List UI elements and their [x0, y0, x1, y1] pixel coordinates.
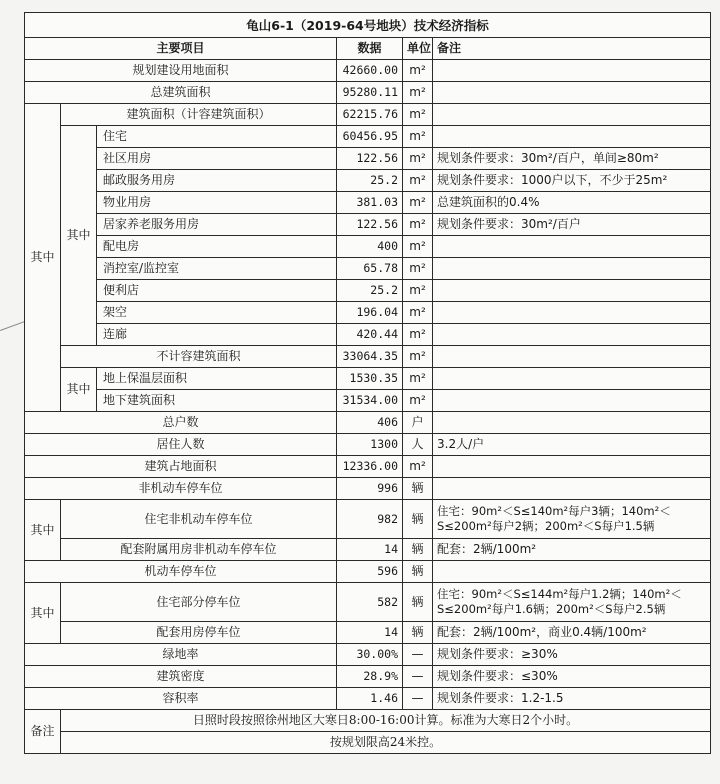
row-value: 982: [337, 500, 403, 539]
row-note: 规划条件要求：≤30%: [433, 666, 711, 688]
row-value: 14: [337, 622, 403, 644]
group-label-area: 其中: [25, 104, 61, 412]
row-item: 地下建筑面积: [97, 390, 337, 412]
table-row: [25, 412, 711, 434]
group-label-parking: 其中: [25, 583, 61, 644]
table-row: [25, 214, 711, 236]
row-value: 122.56: [337, 214, 403, 236]
row-item: 规划建设用地面积: [25, 60, 337, 82]
row-value: 596: [337, 561, 403, 583]
row-note: 3.2人/户: [433, 434, 711, 456]
row-item: 住宅: [97, 126, 337, 148]
row-note: 住宅：90m²＜S≤144m²每户1.2辆；140m²＜S≤200m²每户1.6辆；200m²＜S每户2.5辆: [433, 583, 711, 622]
table-row: [25, 434, 711, 456]
row-note: 住宅：90m²＜S≤140m²每户3辆；140m²＜S≤200m²每户2辆；200m²＜S每户1.5辆: [433, 500, 711, 539]
row-value: 1.46: [337, 688, 403, 710]
table-row: [25, 456, 711, 478]
row-unit: m²: [403, 236, 433, 258]
row-item: 总户数: [25, 412, 337, 434]
row-unit: m²: [403, 82, 433, 104]
row-value: 65.78: [337, 258, 403, 280]
row-item: 配套附属用房非机动车停车位: [61, 539, 337, 561]
row-unit: m²: [403, 346, 433, 368]
row-item: 连廊: [97, 324, 337, 346]
table-row: [25, 622, 711, 644]
row-unit: m²: [403, 170, 433, 192]
row-unit: 辆: [403, 561, 433, 583]
row-note: [433, 280, 711, 302]
remarks-label: 备注: [25, 710, 61, 754]
row-note: [433, 346, 711, 368]
row-value: 12336.00: [337, 456, 403, 478]
row-value: 582: [337, 583, 403, 622]
table-row: [25, 368, 711, 390]
row-note: [433, 258, 711, 280]
row-value: 381.03: [337, 192, 403, 214]
row-item: 机动车停车位: [25, 561, 337, 583]
row-item: 建筑面积（计容建筑面积）: [61, 104, 337, 126]
row-item: 物业用房: [97, 192, 337, 214]
row-item: 架空: [97, 302, 337, 324]
row-note: [433, 60, 711, 82]
table-row: [25, 170, 711, 192]
row-unit: 辆: [403, 500, 433, 539]
row-value: 95280.11: [337, 82, 403, 104]
group-label-uncounted: 其中: [61, 368, 97, 412]
table-title: 龟山6-1（2019-64号地块）技术经济指标: [25, 13, 711, 38]
row-item: 消控室/监控室: [97, 258, 337, 280]
row-item: 社区用房: [97, 148, 337, 170]
row-item: 配电房: [97, 236, 337, 258]
table-row: [25, 478, 711, 500]
row-item: 住宅部分停车位: [61, 583, 337, 622]
row-value: 25.2: [337, 170, 403, 192]
row-item: 便利店: [97, 280, 337, 302]
table-row: [25, 561, 711, 583]
row-note: 规划条件要求：1000户以下，不少于25m²: [433, 170, 711, 192]
row-note: 规划条件要求：≥30%: [433, 644, 711, 666]
row-unit: m²: [403, 302, 433, 324]
table-row: [25, 82, 711, 104]
row-value: 62215.76: [337, 104, 403, 126]
header-row: [25, 38, 711, 60]
row-unit: m²: [403, 126, 433, 148]
header-item: 主要项目: [25, 38, 337, 60]
row-note: [433, 236, 711, 258]
row-unit: m²: [403, 368, 433, 390]
table-row: [25, 644, 711, 666]
row-value: 406: [337, 412, 403, 434]
row-note: [433, 478, 711, 500]
row-unit: 辆: [403, 583, 433, 622]
row-unit: 人: [403, 434, 433, 456]
row-note: [433, 412, 711, 434]
row-unit: m²: [403, 456, 433, 478]
row-note: 规划条件要求：30m²/百户: [433, 214, 711, 236]
row-unit: 户: [403, 412, 433, 434]
row-unit: —: [403, 644, 433, 666]
row-value: 30.00%: [337, 644, 403, 666]
table-row: [25, 324, 711, 346]
row-item: 建筑密度: [25, 666, 337, 688]
row-note: [433, 561, 711, 583]
table-row: [25, 390, 711, 412]
row-value: 33064.35: [337, 346, 403, 368]
table-row: [25, 192, 711, 214]
row-item: 建筑占地面积: [25, 456, 337, 478]
header-value: 数据: [337, 38, 403, 60]
row-item: 不计容建筑面积: [61, 346, 337, 368]
row-note: [433, 82, 711, 104]
row-item: 居住人数: [25, 434, 337, 456]
table-row: [25, 126, 711, 148]
row-value: 996: [337, 478, 403, 500]
table-row: [25, 258, 711, 280]
remarks-line-2: 按规划限高24米控。: [61, 732, 711, 754]
row-note: [433, 456, 711, 478]
table-row: [25, 666, 711, 688]
row-unit: m²: [403, 60, 433, 82]
table-row: [25, 500, 711, 539]
table-row: [25, 688, 711, 710]
remarks-line-1: 日照时段按照徐州地区大寒日8:00-16:00计算。标准为大寒日2个小时。: [61, 710, 711, 732]
row-item: 居家养老服务用房: [97, 214, 337, 236]
row-value: 196.04: [337, 302, 403, 324]
row-note: 规划条件要求：30m²/百户，单间≥80m²: [433, 148, 711, 170]
row-unit: 辆: [403, 539, 433, 561]
row-note: [433, 104, 711, 126]
row-item: 非机动车停车位: [25, 478, 337, 500]
row-unit: m²: [403, 214, 433, 236]
row-note: 配套：2辆/100m²，商业0.4辆/100m²: [433, 622, 711, 644]
table-row: [25, 236, 711, 258]
row-unit: —: [403, 688, 433, 710]
row-note: [433, 368, 711, 390]
header-unit: 单位: [403, 38, 433, 60]
remarks-row: [25, 710, 711, 732]
row-note: 配套：2辆/100m²: [433, 539, 711, 561]
row-unit: m²: [403, 280, 433, 302]
table-row: [25, 302, 711, 324]
row-value: 25.2: [337, 280, 403, 302]
row-note: [433, 126, 711, 148]
technical-indicators-table: [24, 12, 711, 754]
scan-line-left: [0, 321, 25, 331]
row-value: 122.56: [337, 148, 403, 170]
table-row: [25, 539, 711, 561]
row-value: 28.9%: [337, 666, 403, 688]
row-unit: m²: [403, 148, 433, 170]
group-label-bicycle: 其中: [25, 500, 61, 561]
row-item: 地上保温层面积: [97, 368, 337, 390]
remarks-row: [25, 732, 711, 754]
row-value: 60456.95: [337, 126, 403, 148]
row-item: 配套用房停车位: [61, 622, 337, 644]
row-note: 总建筑面积的0.4%: [433, 192, 711, 214]
row-note: [433, 324, 711, 346]
row-unit: m²: [403, 258, 433, 280]
group-label-counted: 其中: [61, 126, 97, 346]
row-unit: m²: [403, 104, 433, 126]
row-unit: m²: [403, 390, 433, 412]
row-unit: m²: [403, 324, 433, 346]
row-value: 42660.00: [337, 60, 403, 82]
row-note: [433, 390, 711, 412]
row-unit: m²: [403, 192, 433, 214]
row-unit: 辆: [403, 622, 433, 644]
row-unit: 辆: [403, 478, 433, 500]
table-row: [25, 583, 711, 622]
title-row: [25, 13, 711, 38]
row-item: 邮政服务用房: [97, 170, 337, 192]
row-note: 规划条件要求：1.2-1.5: [433, 688, 711, 710]
table-row: [25, 346, 711, 368]
row-value: 400: [337, 236, 403, 258]
row-item: 总建筑面积: [25, 82, 337, 104]
row-unit: —: [403, 666, 433, 688]
row-item: 容积率: [25, 688, 337, 710]
row-item: 绿地率: [25, 644, 337, 666]
row-value: 1530.35: [337, 368, 403, 390]
row-value: 14: [337, 539, 403, 561]
table-row: [25, 280, 711, 302]
table-row: [25, 104, 711, 126]
header-note: 备注: [433, 38, 711, 60]
row-note: [433, 302, 711, 324]
row-value: 420.44: [337, 324, 403, 346]
row-item: 住宅非机动车停车位: [61, 500, 337, 539]
row-value: 1300: [337, 434, 403, 456]
table-row: [25, 60, 711, 82]
row-value: 31534.00: [337, 390, 403, 412]
table-row: [25, 148, 711, 170]
